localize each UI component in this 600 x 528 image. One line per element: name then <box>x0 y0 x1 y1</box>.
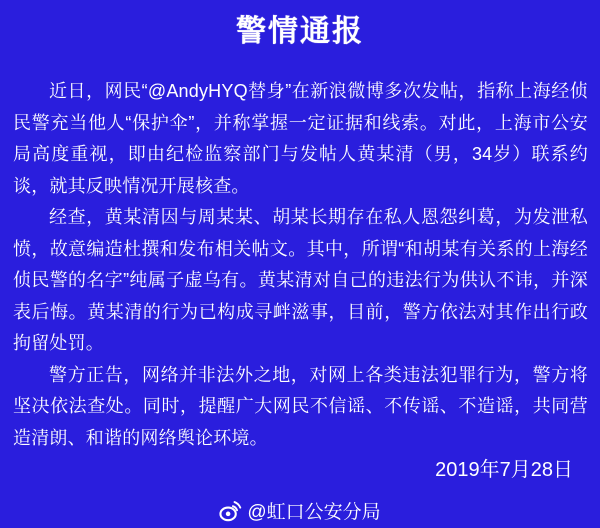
notice-paragraph-3: 警方正告，网络并非法外之地，对网上各类违法犯罪行为，警方将坚决依法查处。同时，提醒广大网民不信谣、不传谣、不造谣，共同营造清朗、和谐的网络舆论环境。 <box>13 364 588 448</box>
weibo-attribution <box>0 497 600 524</box>
weibo-account: @虹口公安分局 <box>247 502 381 523</box>
notice-paragraph-1: 近日，网民“@AndyHYQ替身”在新浪微博多次发帖，指称上海经侦民警充当他人“保护伞”，并称掌握一定证据和线索。对此，上海市公安局高度重视，即由纪检监察部门与发帖人黄某清（男，34岁）联系约谈，就其反映情况开展核查。 <box>13 81 588 196</box>
notice-title: 警情通报 <box>236 15 364 48</box>
notice-body <box>13 76 588 454</box>
notice-paragraph-2: 经查，黄某清因与周某某、胡某长期存在私人恩怨纠葛，为发泄私愤，故意编造杜撰和发布相关帖文。其中，所谓“和胡某有关系的上海经侦民警的名字”纯属子虚乌有。黄某清对自己的违法行为供认不讳，并深表后悔。黄某清的行为已构成寻衅滋事，目前，警方依法对其作出行政拘留处罚。 <box>13 207 588 353</box>
notice-date: 2019年7月28日 <box>435 459 573 481</box>
weibo-logo-icon <box>219 499 242 522</box>
